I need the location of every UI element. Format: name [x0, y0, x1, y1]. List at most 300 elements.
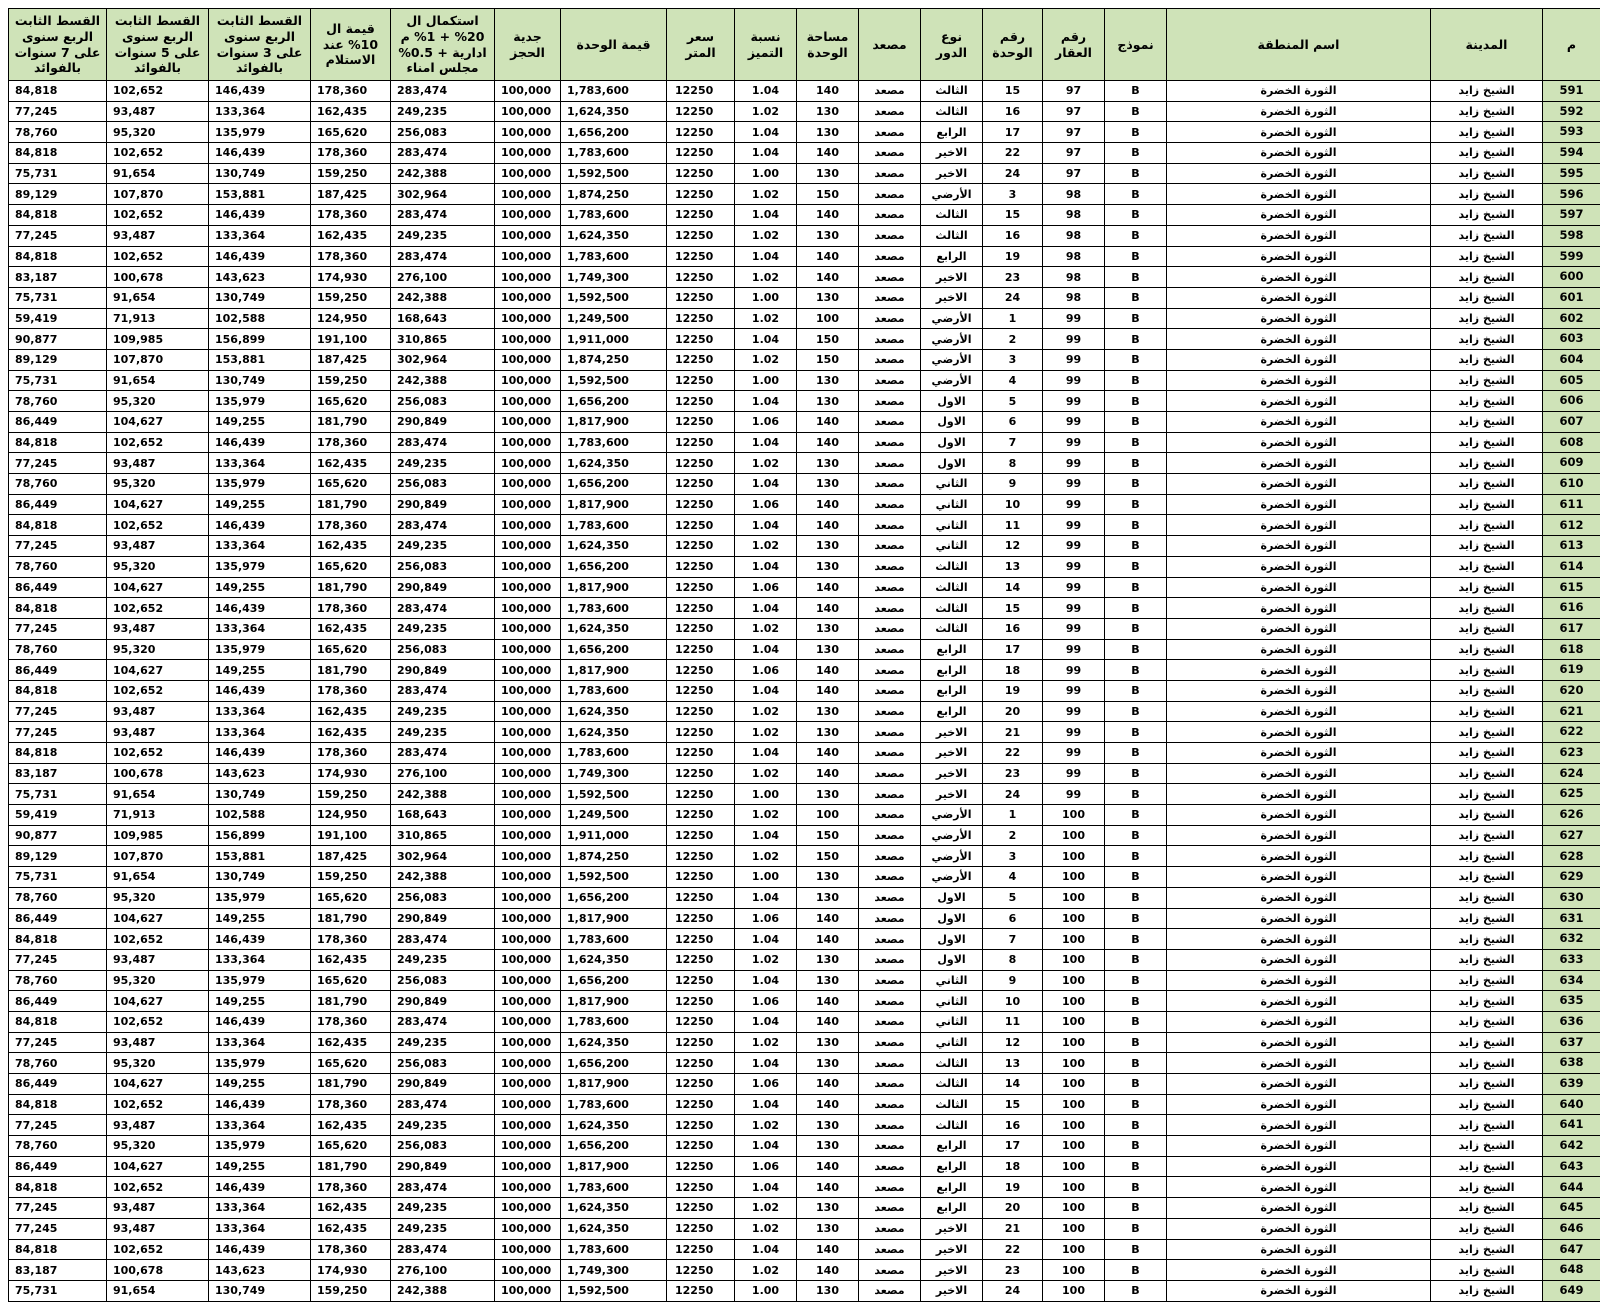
cell-premium-ratio: 1.02	[735, 349, 797, 370]
cell-property-number: 100	[1043, 825, 1105, 846]
cell-city: الشيخ زايد	[1431, 618, 1543, 639]
cell-unit-value: 1,624,350	[561, 722, 667, 743]
cell-model: B	[1105, 536, 1167, 557]
cell-down-payment-completion: 283,474	[391, 1177, 495, 1198]
cell-city: الشيخ زايد	[1431, 701, 1543, 722]
cell-floor-type: الأرضي	[921, 805, 983, 826]
cell-installment-3-years: 135,979	[209, 122, 311, 143]
cell-installment-3-years: 130,749	[209, 370, 311, 391]
cell-installment-3-years: 146,439	[209, 1011, 311, 1032]
cell-installment-5-years: 100,678	[107, 763, 209, 784]
cell-installment-5-years: 93,487	[107, 701, 209, 722]
header-premium-ratio: نسبة التميز	[735, 9, 797, 81]
cell-installment-7-years: 90,877	[9, 329, 107, 350]
cell-area-name: الثورة الخضرة	[1167, 184, 1431, 205]
cell-city: الشيخ زايد	[1431, 494, 1543, 515]
cell-model: B	[1105, 1053, 1167, 1074]
cell-delivery-payment: 181,790	[311, 991, 391, 1012]
cell-unit-number: 15	[983, 598, 1043, 619]
cell-premium-ratio: 1.06	[735, 991, 797, 1012]
cell-unit-number: 4	[983, 867, 1043, 888]
cell-installment-3-years: 102,588	[209, 308, 311, 329]
cell-unit-value: 1,817,900	[561, 577, 667, 598]
cell-elevator: مصعد	[859, 1094, 921, 1115]
cell-delivery-payment: 162,435	[311, 1115, 391, 1136]
cell-installment-7-years: 78,760	[9, 474, 107, 495]
cell-model: B	[1105, 970, 1167, 991]
cell-elevator: مصعد	[859, 556, 921, 577]
header-property-number: رقم العقار	[1043, 9, 1105, 81]
cell-unit-number: 13	[983, 1053, 1043, 1074]
cell-installment-3-years: 133,364	[209, 1032, 311, 1053]
cell-delivery-payment: 159,250	[311, 784, 391, 805]
cell-floor-type: الاخير	[921, 287, 983, 308]
cell-unit-number: 19	[983, 1177, 1043, 1198]
cell-down-payment-completion: 283,474	[391, 81, 495, 102]
cell-property-number: 100	[1043, 991, 1105, 1012]
cell-serial: 622	[1543, 722, 1600, 743]
cell-reservation-deposit: 100,000	[495, 701, 561, 722]
cell-serial: 636	[1543, 1011, 1600, 1032]
cell-installment-3-years: 146,439	[209, 743, 311, 764]
cell-installment-7-years: 89,129	[9, 349, 107, 370]
cell-serial: 626	[1543, 805, 1600, 826]
cell-elevator: مصعد	[859, 329, 921, 350]
cell-model: B	[1105, 639, 1167, 660]
cell-installment-5-years: 71,913	[107, 805, 209, 826]
cell-installment-7-years: 86,449	[9, 1074, 107, 1095]
cell-delivery-payment: 174,930	[311, 1260, 391, 1281]
cell-installment-5-years: 102,652	[107, 143, 209, 164]
cell-price-per-meter: 12250	[667, 1260, 735, 1281]
cell-area-name: الثورة الخضرة	[1167, 391, 1431, 412]
cell-unit-number: 14	[983, 1074, 1043, 1095]
cell-delivery-payment: 174,930	[311, 763, 391, 784]
cell-model: B	[1105, 143, 1167, 164]
cell-serial: 600	[1543, 267, 1600, 288]
cell-reservation-deposit: 100,000	[495, 81, 561, 102]
cell-down-payment-completion: 249,235	[391, 618, 495, 639]
cell-delivery-payment: 162,435	[311, 225, 391, 246]
cell-property-number: 100	[1043, 867, 1105, 888]
cell-model: B	[1105, 1115, 1167, 1136]
cell-serial: 596	[1543, 184, 1600, 205]
cell-unit-value: 1,624,350	[561, 101, 667, 122]
header-reservation-deposit: جدية الحجز	[495, 9, 561, 81]
cell-delivery-payment: 178,360	[311, 1011, 391, 1032]
cell-delivery-payment: 165,620	[311, 1136, 391, 1157]
cell-elevator: مصعد	[859, 474, 921, 495]
cell-installment-7-years: 84,818	[9, 81, 107, 102]
cell-unit-number: 18	[983, 1156, 1043, 1177]
cell-installment-7-years: 78,760	[9, 639, 107, 660]
cell-down-payment-completion: 168,643	[391, 308, 495, 329]
cell-property-number: 99	[1043, 763, 1105, 784]
table-row	[9, 163, 1600, 184]
cell-installment-5-years: 107,870	[107, 846, 209, 867]
cell-installment-5-years: 102,652	[107, 205, 209, 226]
cell-area-name: الثورة الخضرة	[1167, 1136, 1431, 1157]
cell-serial: 592	[1543, 101, 1600, 122]
cell-installment-7-years: 83,187	[9, 267, 107, 288]
cell-installment-3-years: 133,364	[209, 536, 311, 557]
cell-delivery-payment: 191,100	[311, 825, 391, 846]
cell-delivery-payment: 178,360	[311, 598, 391, 619]
cell-unit-number: 3	[983, 184, 1043, 205]
cell-unit-value: 1,749,300	[561, 763, 667, 784]
cell-premium-ratio: 1.00	[735, 784, 797, 805]
cell-floor-type: الاول	[921, 391, 983, 412]
cell-installment-3-years: 153,881	[209, 349, 311, 370]
cell-floor-type: الثالث	[921, 205, 983, 226]
cell-price-per-meter: 12250	[667, 887, 735, 908]
cell-city: الشيخ زايد	[1431, 805, 1543, 826]
cell-serial: 614	[1543, 556, 1600, 577]
cell-serial: 618	[1543, 639, 1600, 660]
cell-unit-number: 17	[983, 1136, 1043, 1157]
cell-unit-area: 140	[797, 991, 859, 1012]
cell-model: B	[1105, 577, 1167, 598]
cell-installment-3-years: 146,439	[209, 1177, 311, 1198]
cell-unit-value: 1,817,900	[561, 991, 667, 1012]
cell-unit-value: 1,656,200	[561, 970, 667, 991]
cell-unit-number: 22	[983, 1239, 1043, 1260]
cell-price-per-meter: 12250	[667, 184, 735, 205]
cell-installment-5-years: 93,487	[107, 722, 209, 743]
cell-reservation-deposit: 100,000	[495, 225, 561, 246]
cell-model: B	[1105, 391, 1167, 412]
cell-unit-area: 140	[797, 1260, 859, 1281]
cell-unit-area: 140	[797, 205, 859, 226]
cell-unit-value: 1,817,900	[561, 412, 667, 433]
cell-premium-ratio: 1.06	[735, 1156, 797, 1177]
cell-elevator: مصعد	[859, 163, 921, 184]
cell-delivery-payment: 191,100	[311, 329, 391, 350]
table-row	[9, 639, 1600, 660]
table-row	[9, 308, 1600, 329]
cell-installment-7-years: 75,731	[9, 784, 107, 805]
cell-unit-value: 1,656,200	[561, 639, 667, 660]
cell-unit-area: 140	[797, 1177, 859, 1198]
cell-price-per-meter: 12250	[667, 1280, 735, 1301]
cell-installment-5-years: 102,652	[107, 929, 209, 950]
cell-reservation-deposit: 100,000	[495, 1115, 561, 1136]
table-row	[9, 1094, 1600, 1115]
cell-area-name: الثورة الخضرة	[1167, 846, 1431, 867]
cell-floor-type: الأرضي	[921, 846, 983, 867]
cell-elevator: مصعد	[859, 494, 921, 515]
cell-installment-3-years: 149,255	[209, 577, 311, 598]
cell-reservation-deposit: 100,000	[495, 1218, 561, 1239]
cell-installment-5-years: 93,487	[107, 618, 209, 639]
cell-elevator: مصعد	[859, 205, 921, 226]
cell-floor-type: الرابع	[921, 122, 983, 143]
table-row	[9, 887, 1600, 908]
cell-unit-number: 5	[983, 391, 1043, 412]
header-model: نموذج	[1105, 9, 1167, 81]
cell-price-per-meter: 12250	[667, 660, 735, 681]
cell-elevator: مصعد	[859, 246, 921, 267]
cell-down-payment-completion: 256,083	[391, 1136, 495, 1157]
cell-installment-5-years: 91,654	[107, 370, 209, 391]
cell-city: الشيخ زايد	[1431, 163, 1543, 184]
cell-unit-value: 1,249,500	[561, 805, 667, 826]
cell-unit-number: 2	[983, 329, 1043, 350]
cell-unit-area: 130	[797, 867, 859, 888]
cell-area-name: الثورة الخضرة	[1167, 370, 1431, 391]
cell-city: الشيخ زايد	[1431, 205, 1543, 226]
cell-installment-7-years: 78,760	[9, 887, 107, 908]
cell-area-name: الثورة الخضرة	[1167, 1156, 1431, 1177]
cell-unit-number: 9	[983, 474, 1043, 495]
cell-area-name: الثورة الخضرة	[1167, 970, 1431, 991]
cell-price-per-meter: 12250	[667, 970, 735, 991]
cell-installment-5-years: 95,320	[107, 887, 209, 908]
cell-installment-5-years: 93,487	[107, 536, 209, 557]
cell-unit-area: 140	[797, 412, 859, 433]
cell-model: B	[1105, 763, 1167, 784]
cell-premium-ratio: 1.04	[735, 246, 797, 267]
cell-installment-5-years: 102,652	[107, 246, 209, 267]
cell-serial: 619	[1543, 660, 1600, 681]
cell-down-payment-completion: 283,474	[391, 143, 495, 164]
cell-installment-5-years: 107,870	[107, 349, 209, 370]
cell-serial: 612	[1543, 515, 1600, 536]
cell-floor-type: الاول	[921, 949, 983, 970]
cell-unit-number: 24	[983, 784, 1043, 805]
cell-property-number: 97	[1043, 163, 1105, 184]
cell-model: B	[1105, 1156, 1167, 1177]
cell-reservation-deposit: 100,000	[495, 184, 561, 205]
cell-installment-3-years: 135,979	[209, 639, 311, 660]
cell-elevator: مصعد	[859, 1074, 921, 1095]
cell-unit-value: 1,624,350	[561, 225, 667, 246]
cell-price-per-meter: 12250	[667, 722, 735, 743]
table-row	[9, 349, 1600, 370]
cell-city: الشيخ زايد	[1431, 1280, 1543, 1301]
cell-serial: 642	[1543, 1136, 1600, 1157]
cell-floor-type: الاول	[921, 929, 983, 950]
cell-installment-3-years: 153,881	[209, 184, 311, 205]
cell-elevator: مصعد	[859, 743, 921, 764]
cell-price-per-meter: 12250	[667, 432, 735, 453]
cell-installment-3-years: 149,255	[209, 1156, 311, 1177]
cell-unit-area: 130	[797, 1053, 859, 1074]
cell-unit-number: 24	[983, 1280, 1043, 1301]
cell-elevator: مصعد	[859, 970, 921, 991]
cell-area-name: الثورة الخضرة	[1167, 660, 1431, 681]
cell-unit-area: 130	[797, 701, 859, 722]
cell-installment-7-years: 86,449	[9, 1156, 107, 1177]
cell-property-number: 99	[1043, 453, 1105, 474]
cell-unit-value: 1,817,900	[561, 908, 667, 929]
table-row	[9, 949, 1600, 970]
cell-area-name: الثورة الخضرة	[1167, 267, 1431, 288]
cell-delivery-payment: 162,435	[311, 949, 391, 970]
cell-installment-3-years: 146,439	[209, 246, 311, 267]
cell-unit-number: 10	[983, 494, 1043, 515]
table-row	[9, 370, 1600, 391]
cell-unit-area: 140	[797, 246, 859, 267]
cell-serial: 630	[1543, 887, 1600, 908]
cell-unit-area: 130	[797, 784, 859, 805]
cell-premium-ratio: 1.00	[735, 287, 797, 308]
cell-premium-ratio: 1.06	[735, 908, 797, 929]
cell-serial: 633	[1543, 949, 1600, 970]
cell-serial: 608	[1543, 432, 1600, 453]
cell-reservation-deposit: 100,000	[495, 1239, 561, 1260]
cell-price-per-meter: 12250	[667, 1177, 735, 1198]
cell-floor-type: الاخير	[921, 722, 983, 743]
cell-serial: 647	[1543, 1239, 1600, 1260]
cell-model: B	[1105, 184, 1167, 205]
cell-installment-5-years: 93,487	[107, 949, 209, 970]
cell-property-number: 99	[1043, 743, 1105, 764]
cell-property-number: 100	[1043, 1115, 1105, 1136]
cell-reservation-deposit: 100,000	[495, 970, 561, 991]
cell-serial: 625	[1543, 784, 1600, 805]
table-row	[9, 515, 1600, 536]
cell-elevator: مصعد	[859, 143, 921, 164]
cell-model: B	[1105, 1074, 1167, 1095]
cell-property-number: 98	[1043, 225, 1105, 246]
cell-down-payment-completion: 242,388	[391, 867, 495, 888]
cell-floor-type: الثاني	[921, 536, 983, 557]
cell-down-payment-completion: 302,964	[391, 184, 495, 205]
cell-floor-type: الاخير	[921, 1260, 983, 1281]
cell-premium-ratio: 1.02	[735, 1260, 797, 1281]
cell-unit-number: 8	[983, 949, 1043, 970]
cell-installment-5-years: 95,320	[107, 122, 209, 143]
cell-unit-area: 130	[797, 453, 859, 474]
cell-unit-number: 10	[983, 991, 1043, 1012]
cell-city: الشيخ زايد	[1431, 825, 1543, 846]
cell-elevator: مصعد	[859, 184, 921, 205]
cell-unit-area: 130	[797, 1136, 859, 1157]
cell-down-payment-completion: 256,083	[391, 122, 495, 143]
cell-unit-number: 15	[983, 205, 1043, 226]
cell-unit-number: 14	[983, 577, 1043, 598]
cell-unit-number: 4	[983, 370, 1043, 391]
cell-area-name: الثورة الخضرة	[1167, 887, 1431, 908]
cell-city: الشيخ زايد	[1431, 1094, 1543, 1115]
cell-installment-7-years: 86,449	[9, 577, 107, 598]
cell-installment-3-years: 135,979	[209, 887, 311, 908]
cell-area-name: الثورة الخضرة	[1167, 101, 1431, 122]
cell-premium-ratio: 1.04	[735, 122, 797, 143]
cell-reservation-deposit: 100,000	[495, 515, 561, 536]
cell-property-number: 99	[1043, 412, 1105, 433]
cell-reservation-deposit: 100,000	[495, 991, 561, 1012]
cell-floor-type: الرابع	[921, 680, 983, 701]
cell-installment-5-years: 91,654	[107, 163, 209, 184]
cell-floor-type: الأرضي	[921, 308, 983, 329]
cell-unit-area: 130	[797, 1218, 859, 1239]
cell-property-number: 100	[1043, 1218, 1105, 1239]
cell-elevator: مصعد	[859, 515, 921, 536]
cell-delivery-payment: 181,790	[311, 577, 391, 598]
cell-delivery-payment: 181,790	[311, 412, 391, 433]
cell-serial: 644	[1543, 1177, 1600, 1198]
cell-reservation-deposit: 100,000	[495, 556, 561, 577]
cell-price-per-meter: 12250	[667, 825, 735, 846]
cell-premium-ratio: 1.04	[735, 432, 797, 453]
cell-elevator: مصعد	[859, 887, 921, 908]
cell-installment-7-years: 78,760	[9, 1136, 107, 1157]
cell-serial: 610	[1543, 474, 1600, 495]
cell-delivery-payment: 178,360	[311, 1094, 391, 1115]
cell-floor-type: الثاني	[921, 991, 983, 1012]
cell-property-number: 100	[1043, 970, 1105, 991]
cell-installment-3-years: 133,364	[209, 225, 311, 246]
cell-reservation-deposit: 100,000	[495, 1260, 561, 1281]
cell-unit-value: 1,783,600	[561, 1177, 667, 1198]
cell-price-per-meter: 12250	[667, 991, 735, 1012]
cell-serial: 609	[1543, 453, 1600, 474]
cell-area-name: الثورة الخضرة	[1167, 432, 1431, 453]
cell-installment-7-years: 75,731	[9, 370, 107, 391]
cell-price-per-meter: 12250	[667, 1198, 735, 1219]
cell-unit-value: 1,656,200	[561, 887, 667, 908]
cell-area-name: الثورة الخضرة	[1167, 1115, 1431, 1136]
cell-premium-ratio: 1.02	[735, 184, 797, 205]
table-row	[9, 1032, 1600, 1053]
cell-delivery-payment: 181,790	[311, 1074, 391, 1095]
cell-reservation-deposit: 100,000	[495, 163, 561, 184]
cell-installment-7-years: 84,818	[9, 680, 107, 701]
cell-price-per-meter: 12250	[667, 143, 735, 164]
cell-premium-ratio: 1.02	[735, 722, 797, 743]
cell-installment-5-years: 102,652	[107, 1177, 209, 1198]
cell-elevator: مصعد	[859, 122, 921, 143]
cell-installment-5-years: 95,320	[107, 639, 209, 660]
cell-serial: 648	[1543, 1260, 1600, 1281]
cell-reservation-deposit: 100,000	[495, 101, 561, 122]
cell-unit-number: 1	[983, 805, 1043, 826]
cell-premium-ratio: 1.04	[735, 680, 797, 701]
cell-price-per-meter: 12250	[667, 494, 735, 515]
cell-model: B	[1105, 246, 1167, 267]
table-row	[9, 680, 1600, 701]
cell-premium-ratio: 1.04	[735, 1136, 797, 1157]
cell-down-payment-completion: 283,474	[391, 515, 495, 536]
cell-installment-5-years: 93,487	[107, 1198, 209, 1219]
cell-property-number: 100	[1043, 1156, 1105, 1177]
cell-price-per-meter: 12250	[667, 805, 735, 826]
cell-unit-value: 1,783,600	[561, 205, 667, 226]
cell-installment-3-years: 149,255	[209, 908, 311, 929]
cell-installment-7-years: 59,419	[9, 805, 107, 826]
cell-area-name: الثورة الخضرة	[1167, 598, 1431, 619]
cell-installment-3-years: 135,979	[209, 556, 311, 577]
cell-floor-type: الثالث	[921, 577, 983, 598]
cell-reservation-deposit: 100,000	[495, 1156, 561, 1177]
cell-unit-value: 1,783,600	[561, 81, 667, 102]
cell-down-payment-completion: 249,235	[391, 722, 495, 743]
cell-down-payment-completion: 256,083	[391, 887, 495, 908]
cell-area-name: الثورة الخضرة	[1167, 287, 1431, 308]
cell-down-payment-completion: 249,235	[391, 536, 495, 557]
cell-unit-area: 100	[797, 805, 859, 826]
cell-unit-number: 9	[983, 970, 1043, 991]
cell-property-number: 98	[1043, 287, 1105, 308]
cell-reservation-deposit: 100,000	[495, 949, 561, 970]
cell-unit-area: 130	[797, 370, 859, 391]
cell-unit-value: 1,624,350	[561, 949, 667, 970]
cell-unit-value: 1,592,500	[561, 784, 667, 805]
cell-city: الشيخ زايد	[1431, 660, 1543, 681]
cell-unit-value: 1,624,350	[561, 536, 667, 557]
